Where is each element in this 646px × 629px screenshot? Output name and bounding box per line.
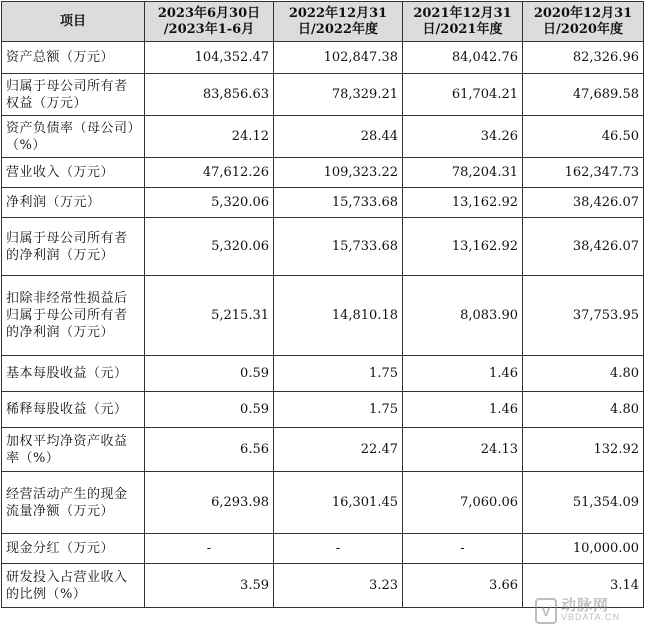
header-row bbox=[2, 2, 644, 42]
header-col-2020 bbox=[523, 2, 644, 42]
header-col-line1: 2021年12月31 bbox=[413, 5, 512, 21]
row-value: 82,326.96 bbox=[523, 42, 644, 74]
header-col-line1: 2023年6月30日 bbox=[157, 5, 261, 21]
row-value: 6.56 bbox=[145, 428, 274, 472]
row-value: 46.50 bbox=[523, 116, 644, 158]
row-value: 104,352.47 bbox=[145, 42, 274, 74]
row-label: 归属于母公司所有者权益（万元） bbox=[2, 74, 145, 116]
table-row bbox=[2, 428, 644, 472]
row-value: 3.14 bbox=[523, 564, 644, 608]
row-label: 扣除非经常性损益后归属于母公司所有者的净利润（万元） bbox=[2, 276, 145, 356]
row-label: 净利润（万元） bbox=[2, 188, 145, 218]
watermark-cn: 动脉网 bbox=[561, 596, 610, 614]
row-value: 109,323.22 bbox=[274, 158, 403, 188]
row-value: 13,162.92 bbox=[403, 188, 523, 218]
row-value: 38,426.07 bbox=[523, 188, 644, 218]
header-col-line2: /2023年1-6月 bbox=[163, 21, 255, 37]
watermark-text bbox=[561, 596, 621, 623]
row-value: 162,347.73 bbox=[523, 158, 644, 188]
row-label: 加权平均净资产收益率（%） bbox=[2, 428, 145, 472]
row-label: 基本每股收益（元） bbox=[2, 356, 145, 392]
row-value: 38,426.07 bbox=[523, 218, 644, 276]
row-label: 资产总额（万元） bbox=[2, 42, 145, 74]
row-value: 16,301.45 bbox=[274, 472, 403, 534]
row-value: 5,320.06 bbox=[145, 188, 274, 218]
row-value: 28.44 bbox=[274, 116, 403, 158]
row-label: 现金分红（万元） bbox=[2, 534, 145, 564]
table-row bbox=[2, 472, 644, 534]
table-row bbox=[2, 42, 644, 74]
header-col-line2: 日/2022年度 bbox=[298, 21, 378, 37]
row-value: 10,000.00 bbox=[523, 534, 644, 564]
financial-table bbox=[1, 1, 644, 608]
row-value: 6,293.98 bbox=[145, 472, 274, 534]
row-value: 84,042.76 bbox=[403, 42, 523, 74]
header-col-2023h1 bbox=[145, 2, 274, 42]
row-value: 102,847.38 bbox=[274, 42, 403, 74]
table-row bbox=[2, 276, 644, 356]
row-value: - bbox=[274, 534, 403, 564]
row-value: 5,215.31 bbox=[145, 276, 274, 356]
row-value: 61,704.21 bbox=[403, 74, 523, 116]
table-row bbox=[2, 356, 644, 392]
row-value: - bbox=[403, 534, 523, 564]
table-row bbox=[2, 74, 644, 116]
row-value: 3.59 bbox=[145, 564, 274, 608]
row-value: 3.23 bbox=[274, 564, 403, 608]
row-label: 营业收入（万元） bbox=[2, 158, 145, 188]
row-value: 132.92 bbox=[523, 428, 644, 472]
row-value: 4.80 bbox=[523, 356, 644, 392]
row-value: 15,733.68 bbox=[274, 188, 403, 218]
row-value: 7,060.06 bbox=[403, 472, 523, 534]
header-col-line2: 日/2020年度 bbox=[543, 21, 623, 37]
row-value: 13,162.92 bbox=[403, 218, 523, 276]
row-value: 3.66 bbox=[403, 564, 523, 608]
row-value: 0.59 bbox=[145, 356, 274, 392]
row-label: 归属于母公司所有者的净利润（万元） bbox=[2, 218, 145, 276]
table-row bbox=[2, 116, 644, 158]
row-value: 1.75 bbox=[274, 356, 403, 392]
table-row bbox=[2, 158, 644, 188]
row-value: 78,204.31 bbox=[403, 158, 523, 188]
table-row bbox=[2, 534, 644, 564]
header-col-line2: 日/2021年度 bbox=[422, 21, 503, 37]
header-item: 项目 bbox=[2, 2, 145, 42]
row-value: 14,810.18 bbox=[274, 276, 403, 356]
row-value: 37,753.95 bbox=[523, 276, 644, 356]
row-value: 24.13 bbox=[403, 428, 523, 472]
header-col-2021 bbox=[403, 2, 523, 42]
row-value: 47,689.58 bbox=[523, 74, 644, 116]
row-value: 4.80 bbox=[523, 392, 644, 428]
header-col-2022 bbox=[274, 2, 403, 42]
watermark-en: VBDATA.CN bbox=[561, 612, 621, 622]
row-value: 83,856.63 bbox=[145, 74, 274, 116]
row-value: 5,320.06 bbox=[145, 218, 274, 276]
row-value: 8,083.90 bbox=[403, 276, 523, 356]
row-label: 研发投入占营业收入的比例（%） bbox=[2, 564, 145, 608]
row-value: 24.12 bbox=[145, 116, 274, 158]
row-label: 稀释每股收益（元） bbox=[2, 392, 145, 428]
header-col-line1: 2020年12月31 bbox=[533, 5, 633, 21]
row-value: 47,612.26 bbox=[145, 158, 274, 188]
row-value: - bbox=[145, 534, 274, 564]
row-value: 1.75 bbox=[274, 392, 403, 428]
header-col-line1: 2022年12月31 bbox=[288, 5, 388, 21]
row-value: 78,329.21 bbox=[274, 74, 403, 116]
row-value: 0.59 bbox=[145, 392, 274, 428]
vb-logo-icon: V bbox=[535, 598, 557, 624]
table-row bbox=[2, 392, 644, 428]
watermark bbox=[535, 596, 643, 626]
row-value: 51,354.09 bbox=[523, 472, 644, 534]
table-row bbox=[2, 218, 644, 276]
table-row bbox=[2, 188, 644, 218]
row-value: 1.46 bbox=[403, 356, 523, 392]
row-label: 资产负债率（母公司）（%） bbox=[2, 116, 145, 158]
row-value: 1.46 bbox=[403, 392, 523, 428]
row-value: 15,733.68 bbox=[274, 218, 403, 276]
row-value: 22.47 bbox=[274, 428, 403, 472]
row-value: 34.26 bbox=[403, 116, 523, 158]
row-label: 经营活动产生的现金流量净额（万元） bbox=[2, 472, 145, 534]
